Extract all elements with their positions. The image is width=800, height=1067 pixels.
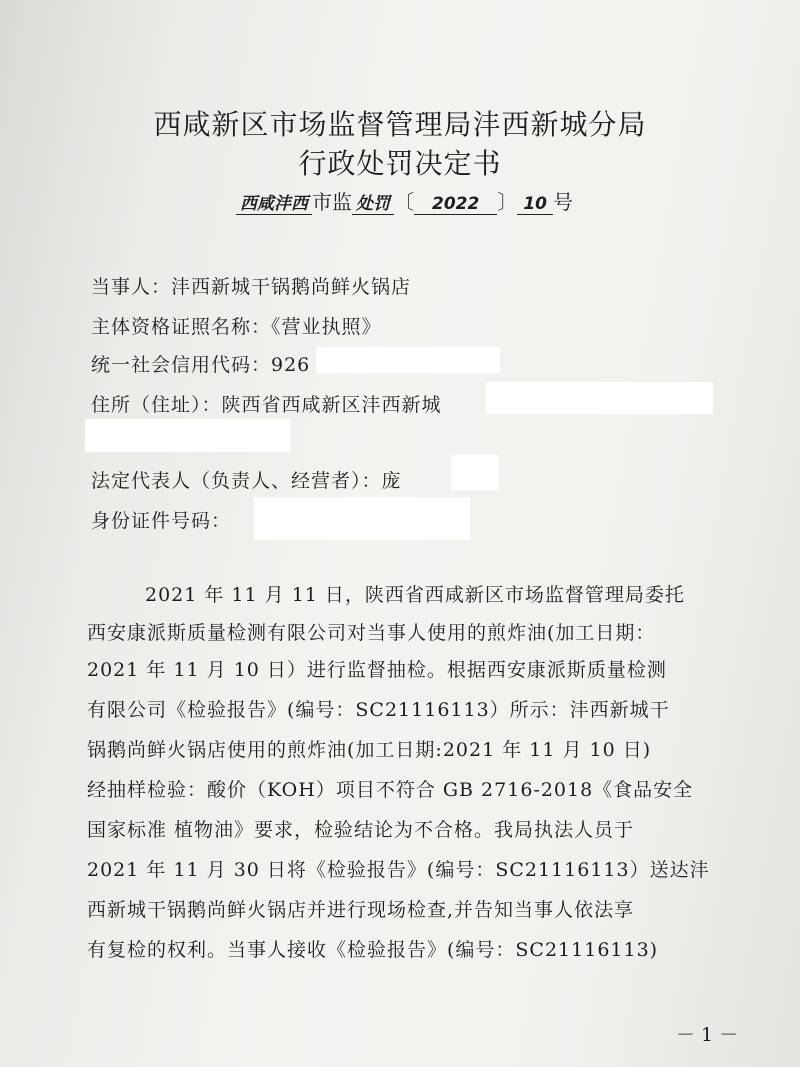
id-number: 身份证件号码： [91, 510, 232, 532]
body-line: 有限公司《检验报告》(编号：SC21116113）所示：沣西新城干 [87, 699, 670, 721]
party-name: 当事人：沣西新城干锅鹅尚鲜火锅店 [91, 276, 412, 298]
doc-number-bracket-close: 〕 [497, 190, 518, 214]
doc-number-suffix: 号 [553, 190, 573, 214]
body-line: 西安康派斯质量检测有限公司对当事人使用的煎炸油(加工日期： [87, 622, 656, 644]
doc-number-mid: 市监 [312, 190, 352, 214]
doc-number-bracket-open: 〔 [394, 190, 414, 214]
document-title-line1: 西咸新区市场监督管理局沣西新城分局 [153, 108, 647, 141]
doc-number-year: 2022 [414, 194, 497, 215]
body-line: 有复检的权利。当事人接收《检验报告》(编号：SC21116113) [87, 939, 659, 961]
license-name: 主体资格证照名称：《营业执照》 [91, 316, 382, 338]
page-number: － 1 － [676, 1024, 739, 1046]
redaction-address [486, 382, 713, 414]
body-line: 国家标准 植物油》要求，检验结论为不合格。我局执法人员于 [87, 819, 635, 841]
body-line: 西新城干锅鹅尚鲜火锅店并进行现场检查,并告知当事人依法享 [87, 899, 635, 921]
body-line: 锅鹅尚鲜火锅店使用的煎炸油(加工日期:2021 年 11 月 10 日) [87, 739, 652, 761]
redaction-representative [451, 455, 499, 490]
document-number [236, 186, 573, 215]
doc-number-prefix: 西咸沣西 [236, 194, 312, 215]
document-title-line2: 行政处罚决定书 [298, 147, 502, 180]
redaction-address-line2 [85, 419, 290, 452]
body-line: 2021 年 11 月 11 日，陕西省西咸新区市场监督管理局委托 [145, 584, 685, 606]
doc-number-type: 处罚 [352, 194, 394, 215]
redaction-id-number [254, 497, 470, 540]
address: 住所（住址）：陕西省西咸新区沣西新城 [91, 394, 442, 416]
body-line: 经抽样检验：酸价（KOH）项目不符合 GB 2716-2018《食品安全 [87, 779, 694, 801]
body-line: 2021 年 11 月 30 日将《检验报告》(编号：SC21116113）送达沣 [87, 859, 710, 881]
redaction-credit-code [316, 347, 500, 373]
body-line: 2021 年 11 月 10 日）进行监督抽检。根据西安康派斯质量检测 [87, 659, 667, 681]
credit-code: 统一社会信用代码：926 [91, 354, 311, 376]
doc-number-num: 10 [517, 194, 553, 215]
legal-representative: 法定代表人（负责人、经营者）：庞 [91, 470, 402, 492]
